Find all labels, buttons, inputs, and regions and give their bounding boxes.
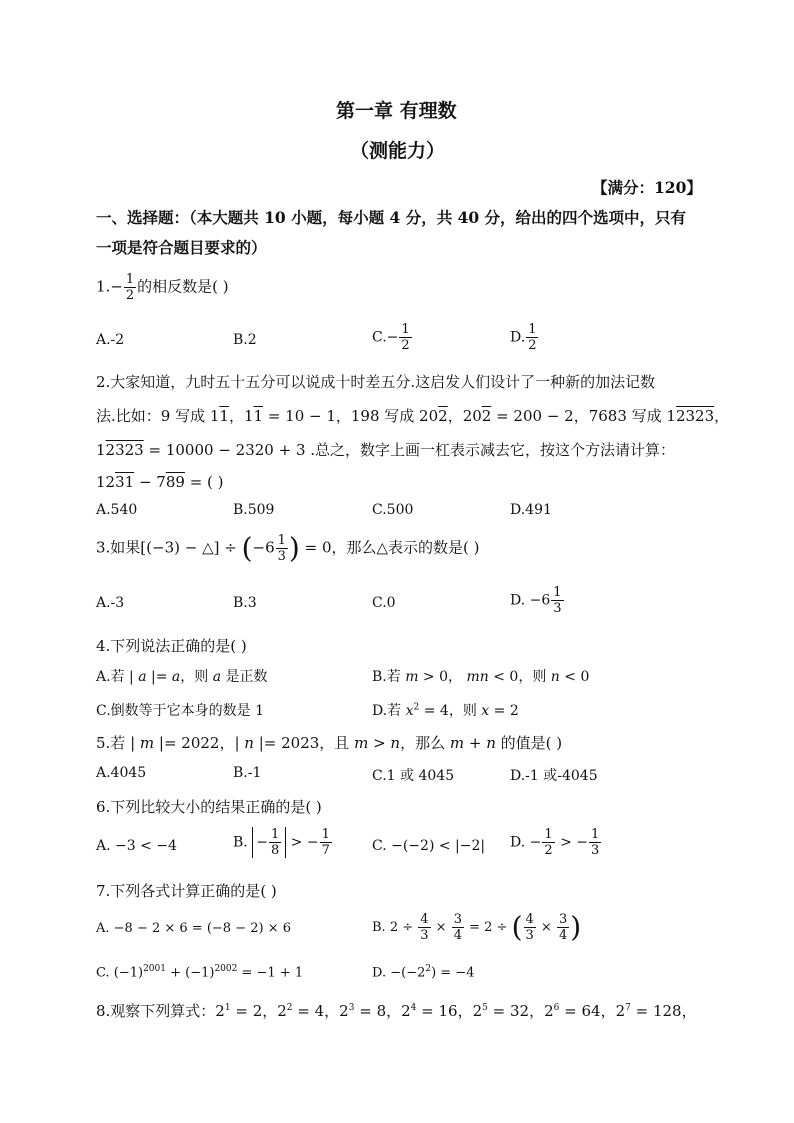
question-6-stem: 6.下列比较大小的结果正确的是( ): [96, 798, 322, 816]
q5-option-a[interactable]: A.4045: [96, 765, 147, 781]
q5-option-b[interactable]: B.-1: [233, 765, 262, 781]
question-2-line3: 12323 = 10000 − 2320 + 3 .总之，数字上画一杠表示减去它，按这个方法请计算：: [96, 441, 676, 459]
question-8-stem: 8.观察下列算式：$2^1 = 2$，$2^2 = 4$，$2^3 = 8$，$2^4 = 16$，$2^5 = 32$，$2^6 = 64$，$2^7 = 128$，: [96, 1002, 697, 1020]
q2-option-b[interactable]: B.509: [233, 502, 275, 518]
question-7-stem: 7.下列各式计算正确的是( ): [96, 882, 277, 900]
q5-option-d[interactable]: D.-1 或-4045: [510, 768, 598, 784]
section-heading-cont: 一项是符合题目要求的）: [96, 238, 267, 257]
q7-option-a[interactable]: A. −8 − 2 × 6 = (−8 − 2) × 6: [96, 921, 291, 936]
q4-option-b[interactable]: B.若 m > 0， mn < 0，则 n < 0: [372, 669, 590, 685]
q6-option-a[interactable]: A. −3 < −4: [96, 838, 177, 854]
q6-option-b[interactable]: B. − $\frac{1}{8}$ > − $\frac{1}{7}$: [233, 827, 330, 858]
question-1-stem: 1.− $\frac{1}{2}$ 的相反数是( ): [96, 272, 229, 303]
q4-option-c[interactable]: C.倒数等于它本身的数是 1: [96, 703, 265, 719]
question-3-stem: 3.如果[(−3) − △] ÷ (−6 $\frac{1}{3}$ ) = 0，那么△表示的数是( ): [96, 531, 480, 565]
q3-option-a[interactable]: A.-3: [96, 595, 125, 611]
q3-option-b[interactable]: B.3: [233, 595, 257, 611]
question-4-stem: 4.下列说法正确的是( ): [96, 637, 247, 655]
q4-option-d[interactable]: D.若 $x^2 = 4$，则 x = 2: [372, 702, 519, 719]
q2-option-c[interactable]: C.500: [372, 502, 414, 518]
question-5-stem: 5.若 | m |= 2022，| n |= 2023，且 m > n，那么 m + n 的值是( ): [96, 734, 563, 752]
q7-option-b[interactable]: B. 2 ÷ $\frac{4}{3}$ × $\frac{3}{4}$ = 2 ÷ ( $\frac{4}{3}$ × $\frac{3}{4}$ ): [372, 910, 582, 944]
q1-option-b[interactable]: B.2: [233, 332, 257, 348]
q3-option-d[interactable]: D. −6 $\frac{1}{3}$: [510, 585, 562, 616]
q2-option-a[interactable]: A.540: [96, 502, 138, 518]
q7-option-c[interactable]: C. $(-1)^{2001} + (-1)^{2002} = -1 + 1$: [96, 964, 304, 981]
question-2-line4: 1231 − 789 = ( ): [96, 473, 224, 491]
q1-option-d[interactable]: D. $\frac{1}{2}$: [510, 322, 537, 353]
q2-option-d[interactable]: D.491: [510, 502, 552, 518]
q7-option-d[interactable]: D. $-(-2^2) = -4$: [372, 964, 475, 981]
question-2-line1: 2.大家知道，九时五十五分可以说成十时差五分.这启发人们设计了一种新的加法记数: [96, 373, 656, 391]
q3-option-c[interactable]: C.0: [372, 595, 396, 611]
q1-option-a[interactable]: A.-2: [96, 332, 125, 348]
q5-option-c[interactable]: C.1 或 4045: [372, 768, 455, 784]
q6-option-c[interactable]: C. −(−2) < |−2|: [372, 838, 486, 854]
score-label: 【满分：120】: [592, 178, 702, 197]
page-subtitle: （测能力）: [350, 140, 446, 162]
question-2-line2: 法.比如：9 写成 11，11 = 10 − 1，198 写成 202，202 = 200 − 2，7683 写成 12323，: [96, 407, 730, 425]
page-title: 第一章 有理数: [336, 100, 457, 122]
section-heading: 一、选择题：（本大题共 10 小题，每小题 4 分，共 40 分，给出的四个选项中，只有: [96, 208, 687, 227]
q6-option-d[interactable]: D. − $\frac{1}{2}$ > − $\frac{1}{3}$: [510, 827, 600, 858]
fraction: $\frac{1}{2}$: [125, 272, 135, 303]
q1-option-c[interactable]: C.− $\frac{1}{2}$: [372, 322, 410, 353]
q4-option-a[interactable]: A.若 | a |= a，则 a 是正数: [96, 669, 268, 685]
